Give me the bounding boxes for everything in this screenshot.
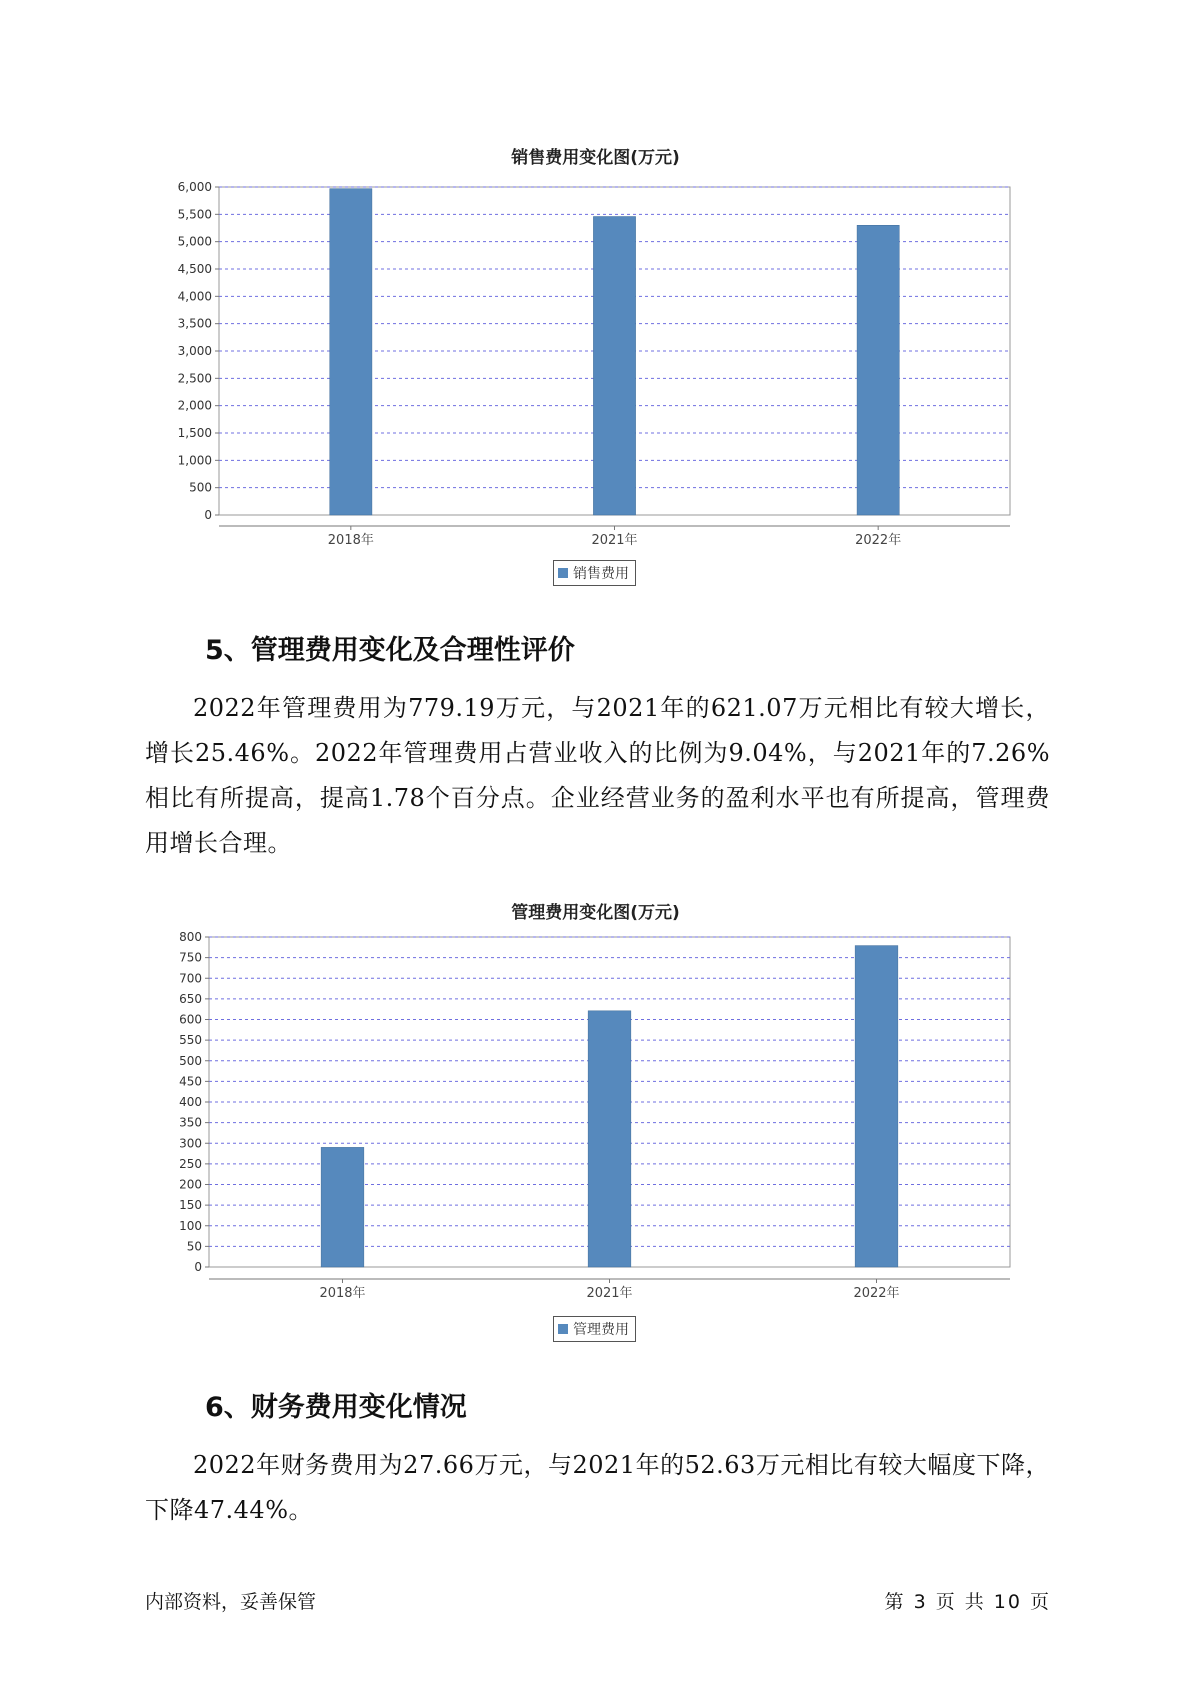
y-tick-label: 150 (179, 1198, 202, 1213)
y-tick-label: 3,000 (177, 344, 212, 358)
y-tick-label: 500 (179, 1053, 202, 1068)
section-6-text: 2022年财务费用为27.66万元，与2021年的52.63万元相比有较大幅度下降，下降47.44%。 (145, 1451, 1050, 1524)
sales-expense-chart-title: 销售费用变化图(万元) (511, 148, 680, 168)
y-tick-label: 2,000 (177, 398, 212, 413)
section-6-heading: 6、财务费用变化情况 (205, 1392, 467, 1423)
y-tick-label: 200 (179, 1177, 202, 1192)
y-tick-label: 300 (179, 1136, 202, 1151)
y-tick-label: 1,000 (177, 453, 212, 468)
y-tick-label: 400 (179, 1095, 202, 1109)
y-tick-label: 550 (179, 1033, 202, 1048)
y-tick-label: 6,000 (177, 180, 212, 194)
y-tick-label: 750 (179, 950, 202, 965)
legend-label: 管理费用 (573, 1322, 629, 1338)
x-tick-label: 2021年 (591, 533, 638, 548)
y-tick-label: 100 (179, 1218, 202, 1233)
section-5-heading: 5、管理费用变化及合理性评价 (205, 635, 575, 666)
y-tick-label: 2,500 (177, 371, 212, 386)
y-tick-label: 50 (186, 1239, 202, 1254)
y-tick-label: 1,500 (177, 426, 212, 440)
y-tick-label: 4,000 (177, 289, 212, 304)
admin-expense-legend (553, 1316, 636, 1342)
y-tick-label: 0 (204, 508, 212, 522)
section-5-text: 2022年管理费用为779.19万元，与2021年的621.07万元相比有较大增长，增长25.46%。2022年管理费用占营业收入的比例为9.04%，与2021年的7.26%相比有所提高，提高1.78个百分点。企业经营业务的盈利水平也有所提高，管理费用增长合理。 (145, 694, 1050, 857)
y-tick-label: 250 (179, 1156, 202, 1171)
bar (321, 1147, 364, 1267)
y-tick-label: 350 (179, 1115, 202, 1130)
y-tick-label: 3,500 (177, 316, 212, 331)
bar (855, 946, 898, 1267)
footer-confidential-note: 内部资料，妥善保管 (145, 1591, 317, 1613)
x-tick-label: 2022年 (855, 533, 902, 548)
y-tick-label: 500 (189, 480, 212, 495)
footer-page-number: 第 3 页 共 10 页 (884, 1591, 1051, 1613)
bar (588, 1011, 631, 1267)
x-tick-label: 2018年 (319, 1286, 366, 1301)
x-tick-label: 2022年 (853, 1286, 900, 1301)
legend-swatch (558, 1324, 568, 1334)
y-tick-label: 5,000 (177, 234, 212, 249)
y-tick-label: 600 (179, 1012, 202, 1027)
y-tick-label: 700 (179, 971, 202, 986)
y-tick-label: 4,500 (177, 262, 212, 276)
admin-expense-chart-title: 管理费用变化图(万元) (511, 903, 680, 923)
y-tick-label: 800 (179, 930, 202, 944)
y-tick-label: 5,500 (177, 207, 212, 222)
y-tick-label: 450 (179, 1074, 202, 1089)
y-tick-label: 0 (194, 1260, 202, 1274)
x-tick-label: 2018年 (327, 533, 374, 548)
y-tick-label: 650 (179, 991, 202, 1006)
section-6-paragraph (145, 1443, 1050, 1533)
x-tick-label: 2021年 (586, 1286, 633, 1301)
legend-label: 销售费用 (573, 566, 629, 582)
